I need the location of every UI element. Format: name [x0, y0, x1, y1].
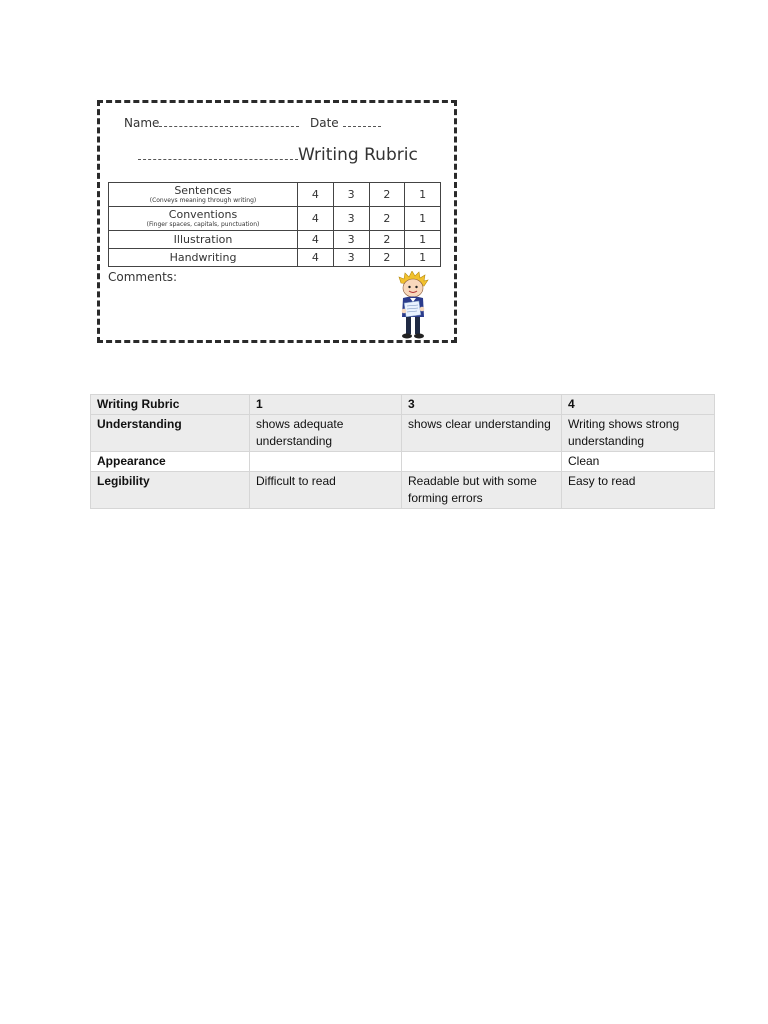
writing-rubric-table: [90, 394, 715, 509]
score-cell: 3: [333, 231, 369, 249]
card-title: Writing Rubric: [298, 145, 418, 165]
table-cell: [250, 452, 402, 472]
table-header-row: [91, 395, 715, 415]
name-blank: [159, 116, 299, 127]
card-criterion: [109, 207, 298, 231]
card-row: [109, 183, 441, 207]
title-blank: [138, 149, 298, 160]
card-criterion: [109, 183, 298, 207]
score-cell: 2: [369, 249, 405, 267]
score-cell: 3: [333, 249, 369, 267]
header-cell: 1: [250, 395, 402, 415]
table-cell: Writing shows strong understanding: [562, 415, 715, 452]
table-cell: Clean: [562, 452, 715, 472]
criterion-note: (Conveys meaning through writing): [149, 197, 257, 204]
table-cell: shows adequate understanding: [250, 415, 402, 452]
table-cell: Readable but with some forming errors: [402, 472, 562, 509]
card-criterion: [109, 249, 298, 267]
header-cell: 4: [562, 395, 715, 415]
criterion-label: Handwriting: [169, 250, 237, 264]
score-cell: 2: [369, 231, 405, 249]
table-cell: [402, 452, 562, 472]
score-cell: 1: [405, 231, 441, 249]
name-label: Name: [124, 116, 160, 130]
table-cell: Difficult to read: [250, 472, 402, 509]
criterion-label: Conventions: [168, 208, 238, 221]
score-cell: 1: [405, 249, 441, 267]
date-label: Date: [310, 116, 339, 130]
score-cell: 4: [298, 249, 334, 267]
row-label: Legibility: [91, 472, 250, 509]
score-cell: 1: [405, 207, 441, 231]
score-cell: 4: [298, 231, 334, 249]
criterion-label: Illustration: [173, 232, 233, 246]
header-cell: Writing Rubric: [91, 395, 250, 415]
card-row: [109, 249, 441, 267]
rubric-card-image: [97, 100, 457, 343]
card-row: [109, 231, 441, 249]
score-cell: 2: [369, 183, 405, 207]
row-label: Understanding: [91, 415, 250, 452]
score-cell: 4: [298, 183, 334, 207]
score-cell: 3: [333, 183, 369, 207]
card-score-table: [108, 182, 441, 267]
comments-label: Comments:: [108, 270, 178, 284]
criterion-label: Sentences: [174, 184, 232, 197]
score-cell: 1: [405, 183, 441, 207]
card-criterion: [109, 231, 298, 249]
card-row: [109, 207, 441, 231]
student-clipart-icon: [393, 271, 433, 341]
score-cell: 3: [333, 207, 369, 231]
table-cell: shows clear understanding: [402, 415, 562, 452]
date-field: [310, 116, 381, 130]
score-cell: 4: [298, 207, 334, 231]
card-title-row: [138, 145, 418, 165]
score-cell: 2: [369, 207, 405, 231]
date-blank: [343, 116, 381, 127]
row-label: Appearance: [91, 452, 250, 472]
criterion-note: (Finger spaces, capitals, punctuation): [146, 221, 260, 228]
table-row: [91, 472, 715, 509]
name-field: [124, 116, 299, 130]
table-cell: Easy to read: [562, 472, 715, 509]
table-row: [91, 415, 715, 452]
table-row: [91, 452, 715, 472]
header-cell: 3: [402, 395, 562, 415]
